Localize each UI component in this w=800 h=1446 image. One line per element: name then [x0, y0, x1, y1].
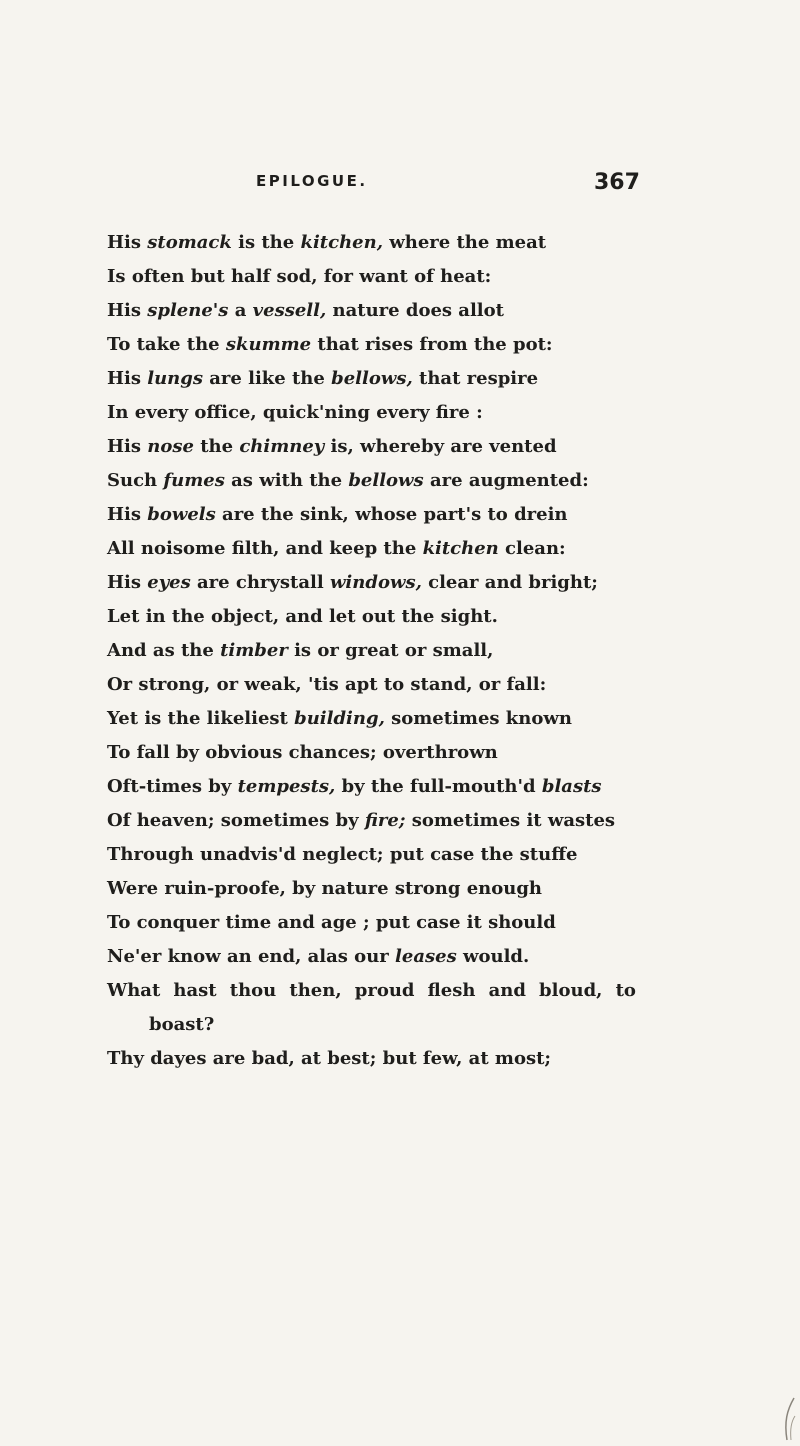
- poem-line: [107, 430, 707, 464]
- last-line-text: Thy dayes are bad, at best; but few, at most;: [107, 1048, 552, 1069]
- line-text: would.: [456, 946, 530, 967]
- line-text: Is often but half sod, for want of heat:: [107, 266, 492, 287]
- poem-line: [107, 702, 707, 736]
- poem-line: [107, 498, 707, 532]
- line-text: is, whereby are vented: [324, 436, 557, 457]
- poem-line: [107, 804, 707, 838]
- line-text: Of heaven; sometimes by: [107, 810, 365, 831]
- italic-word: blasts: [541, 776, 602, 797]
- italic-word: windows,: [329, 572, 422, 593]
- justified-word: thou: [229, 980, 277, 1001]
- italic-word: leases: [395, 946, 457, 967]
- line-text: Yet is the likeliest: [107, 708, 295, 729]
- poem-line: [107, 362, 707, 396]
- line-text: All noisome filth, and keep the: [107, 538, 423, 559]
- justified-word: and: [488, 980, 526, 1001]
- line-text: His: [107, 368, 148, 389]
- poem-line: [107, 668, 707, 702]
- line-text: the: [193, 436, 240, 457]
- line-text: To take the: [107, 334, 226, 355]
- italic-word: fumes: [163, 470, 225, 491]
- line-text: as with the: [224, 470, 349, 491]
- line-text: His: [107, 504, 148, 525]
- italic-word: bellows: [348, 470, 424, 491]
- poem-line: [107, 634, 707, 668]
- line-text: Were ruin-proofe, by nature strong enough: [107, 878, 543, 899]
- italic-word: building,: [294, 708, 385, 729]
- poem-line: [107, 226, 707, 260]
- line-text: clean:: [498, 538, 566, 559]
- line-text: sometimes known: [384, 708, 572, 729]
- line-text: In every office, quick'ning every fire :: [107, 402, 483, 423]
- justified-word: proud: [354, 980, 415, 1001]
- line-text: His: [107, 232, 148, 253]
- italic-word: eyes: [147, 572, 191, 593]
- poem-line: [107, 260, 707, 294]
- line-text: is or great or small,: [287, 640, 494, 661]
- justified-word: to: [615, 980, 636, 1001]
- italic-word: chimney: [239, 436, 325, 457]
- poem-line: [107, 838, 707, 872]
- justified-word: What: [107, 980, 161, 1001]
- poem-line-continuation: [107, 1008, 707, 1042]
- poem-line: [107, 940, 707, 974]
- italic-word: lungs: [147, 368, 203, 389]
- italic-word: vessell,: [252, 300, 327, 321]
- italic-word: fire;: [364, 810, 406, 831]
- line-text: His: [107, 572, 148, 593]
- line-text: His: [107, 300, 148, 321]
- italic-word: bowels: [147, 504, 216, 525]
- continuation-text: boast?: [149, 1014, 215, 1035]
- poem-line: [107, 464, 707, 498]
- line-text: that rises from the pot:: [311, 334, 553, 355]
- italic-word: skumme: [225, 334, 312, 355]
- line-text: To conquer time and age ; put case it should: [107, 912, 556, 933]
- line-text: Through unadvis'd neglect; put case the stuffe: [107, 844, 578, 865]
- justified-word: flesh: [427, 980, 476, 1001]
- poem-line-justified: [107, 974, 707, 1008]
- line-text: Ne'er know an end, alas our: [107, 946, 396, 967]
- line-text: are the sink, whose part's to drein: [215, 504, 568, 525]
- page-corner-mark: [781, 1396, 797, 1442]
- line-text: Oft-times by: [107, 776, 238, 797]
- line-text: where the meat: [382, 232, 547, 253]
- italic-word: splene's: [147, 300, 229, 321]
- line-text: sometimes it wastes: [405, 810, 616, 831]
- line-text: clear and bright;: [421, 572, 598, 593]
- poem-text: [107, 226, 707, 1076]
- poem-line: [107, 770, 707, 804]
- poem-line: [107, 294, 707, 328]
- line-text: a: [228, 300, 253, 321]
- line-text: To fall by obvious chances; overthrown: [107, 742, 498, 763]
- poem-line: [107, 396, 707, 430]
- running-head: EPILOGUE.: [256, 172, 368, 190]
- poem-line: [107, 600, 707, 634]
- line-text: are augmented:: [423, 470, 589, 491]
- justified-word: hast: [173, 980, 217, 1001]
- poem-line: [107, 328, 707, 362]
- poem-lines: [107, 226, 707, 974]
- line-text: His: [107, 436, 148, 457]
- italic-word: timber: [220, 640, 288, 661]
- justified-words: [107, 974, 636, 1008]
- italic-word: nose: [147, 436, 194, 457]
- line-text: nature does allot: [326, 300, 504, 321]
- line-text: are chrystall: [190, 572, 330, 593]
- page-number: 367: [594, 170, 640, 195]
- italic-word: kitchen,: [300, 232, 383, 253]
- italic-word: bellows,: [331, 368, 413, 389]
- poem-line: [107, 736, 707, 770]
- line-text: Let in the object, and let out the sight.: [107, 606, 498, 627]
- poem-line: [107, 872, 707, 906]
- italic-word: kitchen: [422, 538, 499, 559]
- line-text: is the: [231, 232, 301, 253]
- poem-line-last: [107, 1042, 707, 1076]
- line-text: And as the: [107, 640, 221, 661]
- italic-word: tempests,: [237, 776, 336, 797]
- poem-line: [107, 906, 707, 940]
- page-header: [0, 170, 800, 200]
- justified-word: then,: [289, 980, 342, 1001]
- poem-line: [107, 566, 707, 600]
- line-text: by the full-mouth'd: [335, 776, 542, 797]
- line-text: that respire: [412, 368, 539, 389]
- line-text: Or strong, or weak, 'tis apt to stand, or fall:: [107, 674, 547, 695]
- line-text: are like the: [202, 368, 332, 389]
- poem-line: [107, 532, 707, 566]
- line-text: Such: [107, 470, 164, 491]
- italic-word: stomack: [147, 232, 232, 253]
- justified-word: bloud,: [539, 980, 603, 1001]
